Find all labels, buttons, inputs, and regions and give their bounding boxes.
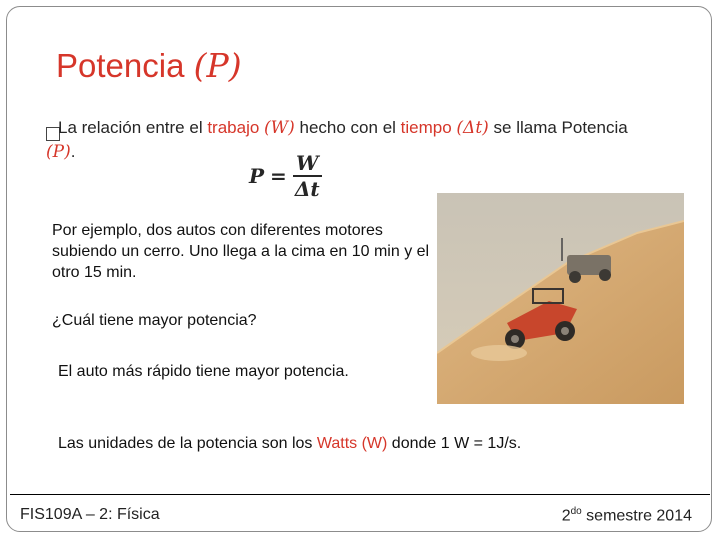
term-tiempo: tiempo: [400, 118, 452, 137]
term-trabajo: trabajo: [207, 118, 260, 137]
formula-fraction: [293, 151, 322, 201]
symbol-delta-t: (Δt): [456, 118, 489, 138]
footer-semester: [562, 506, 692, 525]
footer-semester-sup: do: [570, 506, 582, 517]
symbol-w: (W): [264, 118, 295, 138]
units-text-part: Las unidades de la potencia son los: [58, 435, 317, 452]
example-paragraph: Por ejemplo, dos autos con diferentes motores subiendo un cerro. Uno llega a la cima en 10 min y el otro 15 min.: [52, 222, 430, 281]
formula-numerator: W: [295, 151, 319, 175]
bullet-text-part: La relación entre el: [58, 118, 208, 137]
units-watts: Watts (W): [316, 435, 388, 452]
formula-lhs: P: [249, 164, 265, 188]
footer-semester-text: semestre 2014: [581, 507, 692, 525]
symbol-p: (P): [46, 142, 71, 162]
units-text-part: donde 1 W = 1J/s.: [387, 435, 522, 452]
footer-course: FIS109A – 2: Física: [20, 506, 160, 523]
footer-divider: [10, 494, 710, 495]
answer-text: El auto más rápido tiene mayor potencia.: [58, 363, 349, 380]
title-symbol: (P): [193, 46, 242, 85]
footer-semester-number: 2: [561, 507, 571, 525]
question-text: ¿Cuál tiene mayor potencia?: [52, 312, 257, 329]
dune-buggy-photo: [437, 193, 684, 404]
slide-title: [56, 46, 242, 85]
formula-equals: =: [270, 164, 287, 188]
bullet-text-part: .: [70, 142, 76, 161]
bullet-definition: [46, 116, 646, 164]
dune-buggy-image: [437, 193, 684, 404]
power-formula: [249, 150, 322, 202]
bullet-text-part: hecho con el: [294, 118, 401, 137]
title-word: Potencia: [56, 47, 185, 84]
bullet-text-part: se llama Potencia: [488, 118, 628, 137]
units-text: [58, 433, 521, 454]
formula-denominator: Δt: [294, 177, 320, 201]
